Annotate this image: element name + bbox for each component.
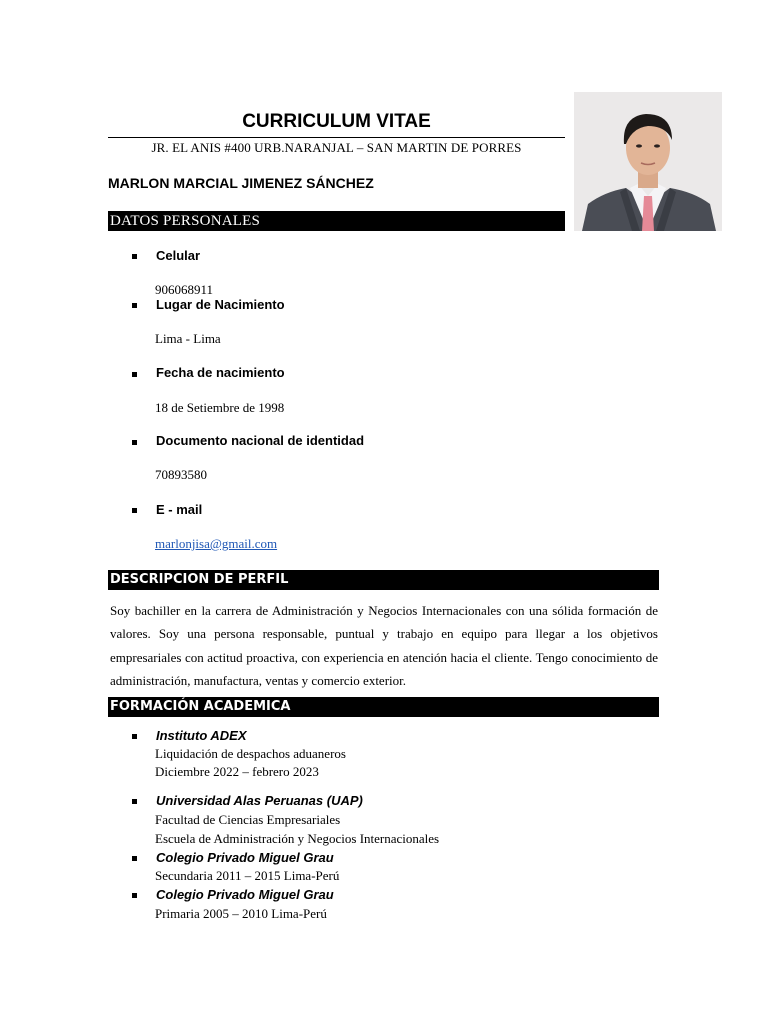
- section-heading-datos-personales: DATOS PERSONALES: [108, 211, 565, 231]
- education-institution: Universidad Alas Peruanas (UAP): [156, 793, 363, 808]
- education-institution: Instituto ADEX: [156, 728, 247, 743]
- education-institution: Colegio Privado Miguel Grau: [156, 887, 334, 902]
- education-detail: Liquidación de despachos aduaneros: [155, 746, 346, 761]
- candidate-name: MARLON MARCIAL JIMENEZ SÁNCHEZ: [108, 175, 374, 191]
- education-institution: Colegio Privado Miguel Grau: [156, 850, 334, 865]
- title-underline: [108, 137, 565, 138]
- field-value-dni: 70893580: [155, 467, 207, 482]
- bullet-icon: [132, 508, 137, 513]
- field-label-celular: Celular: [156, 248, 201, 263]
- address-line: JR. EL ANIS #400 URB.NARANJAL – SAN MARTIN DE PORRES: [151, 140, 522, 155]
- education-detail: Primaria 2005 – 2010 Lima-Perú: [155, 906, 327, 921]
- bullet-icon: [132, 440, 137, 445]
- bullet-icon: [132, 303, 137, 308]
- education-detail: Escuela de Administración y Negocios Internacionales: [155, 831, 440, 846]
- education-detail: Secundaria 2011 – 2015 Lima-Perú: [155, 868, 340, 883]
- document-title: CURRICULUM VITAE: [242, 111, 431, 132]
- profile-photo: [574, 92, 722, 231]
- education-detail: Facultad de Ciencias Empresariales: [155, 812, 341, 827]
- section-heading-formacion-academica: FORMACIÓN ACADEMICA: [108, 697, 659, 717]
- field-value-fecha-nacimiento: 18 de Setiembre de 1998: [155, 400, 285, 415]
- email-link[interactable]: marlonjisa@gmail.com: [155, 536, 278, 551]
- section-heading-descripcion-perfil: DESCRIPCION DE PERFIL: [108, 570, 659, 590]
- field-label-email: E - mail: [156, 502, 203, 517]
- field-label-lugar-nacimiento: Lugar de Nacimiento: [156, 297, 285, 312]
- bullet-icon: [132, 734, 137, 739]
- bullet-icon: [132, 856, 137, 861]
- field-label-fecha-nacimiento: Fecha de nacimiento: [156, 365, 285, 380]
- profile-description: Soy bachiller en la carrera de Administración y Negocios Internacionales con una sólida formación de valores. Soy una persona responsable, puntual y trabajo en equipo para llegar a los objetivos empresariales con actitud proactiva, con experiencia en atención hacia el cliente. Tengo conocimiento de administración, manufactura, ventas y comercio exterior.: [110, 603, 658, 688]
- bullet-icon: [132, 372, 137, 377]
- education-detail: Diciembre 2022 – febrero 2023: [155, 764, 319, 779]
- field-label-dni: Documento nacional de identidad: [156, 433, 365, 448]
- field-value-celular: 906068911: [155, 282, 214, 297]
- bullet-icon: [132, 254, 137, 259]
- bullet-icon: [132, 893, 137, 898]
- bullet-icon: [132, 799, 137, 804]
- field-value-lugar-nacimiento: Lima - Lima: [155, 331, 221, 346]
